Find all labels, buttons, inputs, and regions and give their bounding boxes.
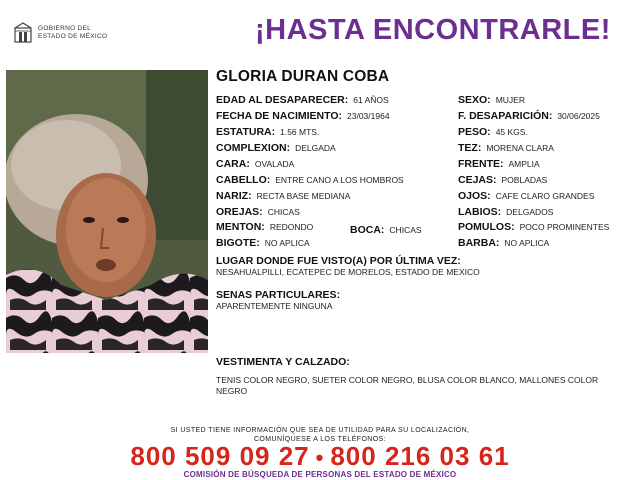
field-peso [458,126,528,139]
field-ojos-value: CAFE CLARO GRANDES [495,191,595,201]
commission-name: COMISIÓN DE BÚSQUEDA DE PERSONAS DEL ESTADO DE MÉXICO [183,470,457,479]
field-orejas-label: OREJAS: [216,206,263,218]
field-cara-value: OVALADA [254,159,295,169]
field-edad-value: 61 AÑOS [353,95,389,105]
marks-value: APARENTEMENTE NINGUNA [216,301,333,311]
field-tez-value: MORENA CLARA [486,143,554,153]
field-frente-value: AMPLIA [508,159,540,169]
field-ojos [458,190,594,203]
field-bigote-value: NO APLICA [264,238,310,248]
field-frente-label: FRENTE: [458,158,504,170]
field-frente [458,158,540,171]
state-logo [12,22,107,44]
field-boca [350,224,422,237]
field-estatura-label: ESTATURA: [216,126,276,138]
field-ojos-label: OJOS: [458,190,491,202]
field-barba-label: BARBA: [458,237,500,249]
phone-1[interactable]: 800 509 09 27 [130,441,310,471]
coat-of-arms-icon [12,22,34,44]
field-nariz-value: RECTA BASE MEDIANA [256,191,351,201]
contact-note-line1: SI USTED TIENE INFORMACIÓN QUE SEA DE UTILIDAD PARA SU LOCALIZACIÓN, [170,427,470,434]
field-tez-label: TEZ: [458,142,482,154]
phone-separator: • [315,445,325,470]
headline: ¡HASTA ENCONTRARLE! [255,14,611,46]
field-cara [216,158,294,171]
field-cejas [458,174,547,187]
field-pomulos-label: POMULOS: [458,221,515,233]
field-edad [216,94,389,107]
field-sexo-label: SEXO: [458,94,491,106]
field-desaparicion [458,110,600,123]
field-edad-label: EDAD AL DESAPARECER: [216,94,349,106]
field-estatura [216,126,319,139]
field-bigote [216,237,310,250]
field-pomulos [458,221,609,234]
clothing-value: TENIS COLOR NEGRO, SUETER COLOR NEGRO, BLUSA COLOR BLANCO, MALLONES COLOR NEGRO [216,375,599,396]
field-sexo-value: MUJER [495,95,525,105]
field-orejas-value: CHICAS [267,207,300,217]
field-complexion [216,142,336,155]
field-tez [458,142,554,155]
field-cara-label: CARA: [216,158,250,170]
field-menton [216,221,313,234]
field-nacimiento-label: FECHA DE NACIMIENTO: [216,110,342,122]
phone-2[interactable]: 800 216 03 61 [330,441,510,471]
last-seen-label: LUGAR DONDE FUE VISTO(A) POR ÚLTIMA VEZ: [216,255,461,267]
field-labios [458,206,553,219]
field-pomulos-value: POCO PROMINENTES [519,222,610,232]
field-cejas-label: CEJAS: [458,174,497,186]
field-nariz-label: NARIZ: [216,190,252,202]
field-menton-value: REDONDO [269,222,314,232]
field-boca-label: BOCA: [350,224,385,236]
person-name: GLORIA DURAN COBA [216,68,390,85]
field-sexo [458,94,525,107]
last-seen-value: NESAHUALPILLI, ECATEPEC DE MORELOS, ESTADO DE MEXICO [216,267,480,277]
logo-text [38,25,107,41]
field-estatura-value: 1.56 MTS. [280,127,320,137]
field-complexion-label: COMPLEXION: [216,142,291,154]
field-complexion-value: DELGADA [295,143,336,153]
contact-note-line2: COMUNÍQUESE A LOS TELÉFONOS: [253,436,387,443]
field-bigote-label: BIGOTE: [216,237,260,249]
field-menton-label: MENTON: [216,221,265,233]
field-nacimiento [216,110,390,123]
field-labios-value: DELGADOS [506,207,554,217]
logo-text-line2: ESTADO DE MÉXICO [38,33,108,40]
field-cejas-value: POBLADAS [501,175,548,185]
field-cabello [216,174,404,187]
field-nacimiento-value: 23/03/1964 [347,111,390,121]
field-orejas [216,206,300,219]
field-desaparicion-label: F. DESAPARICIÓN: [458,110,553,122]
field-cabello-value: ENTRE CANO A LOS HOMBROS [275,175,404,185]
field-boca-value: CHICAS [389,225,422,235]
field-nariz [216,190,350,203]
field-barba [458,237,549,250]
field-labios-label: LABIOS: [458,206,502,218]
person-photo [6,70,208,353]
field-desaparicion-value: 30/06/2025 [557,111,600,121]
field-peso-value: 45 KGS. [495,127,528,137]
phone-numbers [0,441,640,472]
field-barba-value: NO APLICA [504,238,550,248]
field-cabello-label: CABELLO: [216,174,271,186]
logo-text-line1: GOBIERNO DEL [38,25,92,32]
field-peso-label: PESO: [458,126,491,138]
marks-label: SENAS PARTICULARES: [216,289,341,301]
clothing-label: VESTIMENTA Y CALZADO: [216,356,350,368]
